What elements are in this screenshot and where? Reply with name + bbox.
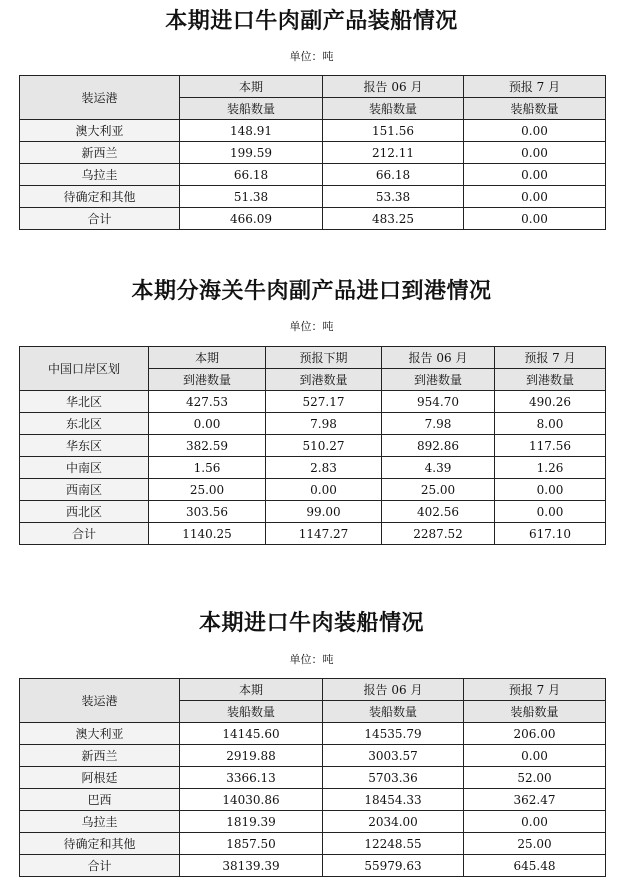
row-label: 新西兰 (20, 745, 180, 767)
cell: 0.00 (266, 479, 382, 501)
section-3-title: 本期进口牛肉装船情况 (198, 611, 424, 636)
cell: 7.98 (266, 413, 382, 435)
sub-header: 到港数量 (382, 369, 495, 391)
cell: 362.47 (464, 789, 606, 811)
table-row (20, 479, 606, 501)
cell: 66.18 (323, 164, 464, 186)
sub-header: 装船数量 (464, 701, 606, 723)
cell: 0.00 (464, 208, 606, 230)
row-label: 乌拉圭 (20, 164, 180, 186)
cell: 382.59 (149, 435, 266, 457)
row-label: 澳大利亚 (20, 120, 180, 142)
group-header: 预报下期 (266, 347, 382, 369)
cell: 99.00 (266, 501, 382, 523)
cell: 490.26 (495, 391, 606, 413)
group-header: 预报 7 月 (495, 347, 606, 369)
cell: 4.39 (382, 457, 495, 479)
row-label: 合计 (20, 855, 180, 877)
cell: 0.00 (495, 501, 606, 523)
sub-header: 装船数量 (180, 701, 323, 723)
table-row (20, 833, 606, 855)
group-header: 报告 06 月 (382, 347, 495, 369)
cell: 151.56 (323, 120, 464, 142)
total-row (20, 855, 606, 877)
row-label: 西南区 (20, 479, 149, 501)
cell: 510.27 (266, 435, 382, 457)
section-2-title: 本期分海关牛肉副产品进口到港情况 (131, 279, 492, 304)
table-row (20, 186, 606, 208)
group-header: 预报 7 月 (464, 76, 606, 98)
row-label: 待确定和其他 (20, 833, 180, 855)
table-row (20, 811, 606, 833)
total-row (20, 208, 606, 230)
cell: 0.00 (149, 413, 266, 435)
row-label: 中南区 (20, 457, 149, 479)
cell: 0.00 (464, 811, 606, 833)
cell: 466.09 (180, 208, 323, 230)
cell: 1819.39 (180, 811, 323, 833)
cell: 892.86 (382, 435, 495, 457)
cell: 1857.50 (180, 833, 323, 855)
table-row (20, 745, 606, 767)
cell: 2287.52 (382, 523, 495, 545)
group-header: 本期 (149, 347, 266, 369)
cell: 52.00 (464, 767, 606, 789)
cell: 7.98 (382, 413, 495, 435)
sub-header: 到港数量 (149, 369, 266, 391)
cell: 25.00 (464, 833, 606, 855)
row-label: 西北区 (20, 501, 149, 523)
sub-header: 装船数量 (323, 98, 464, 120)
port-shipment-beef-table (19, 678, 606, 877)
cell: 8.00 (495, 413, 606, 435)
corner-header: 中国口岸区划 (20, 347, 149, 391)
section-2-unit: 单位：吨 (289, 320, 334, 333)
cell: 427.53 (149, 391, 266, 413)
table-row (20, 789, 606, 811)
cell: 483.25 (323, 208, 464, 230)
cell: 66.18 (180, 164, 323, 186)
total-row (20, 523, 606, 545)
row-label: 新西兰 (20, 142, 180, 164)
row-label: 合计 (20, 208, 180, 230)
cell: 14535.79 (323, 723, 464, 745)
row-label: 乌拉圭 (20, 811, 180, 833)
row-label: 澳大利亚 (20, 723, 180, 745)
sub-header: 装船数量 (323, 701, 464, 723)
cell: 18454.33 (323, 789, 464, 811)
customs-arrival-byproduct-table (19, 346, 606, 545)
cell: 55979.63 (323, 855, 464, 877)
table-row (20, 501, 606, 523)
table-row (20, 142, 606, 164)
sub-header: 装船数量 (464, 98, 606, 120)
cell: 12248.55 (323, 833, 464, 855)
row-label: 华北区 (20, 391, 149, 413)
sub-header: 到港数量 (495, 369, 606, 391)
cell: 51.38 (180, 186, 323, 208)
cell: 303.56 (149, 501, 266, 523)
group-header: 本期 (180, 679, 323, 701)
table-row (20, 391, 606, 413)
table-row (20, 767, 606, 789)
cell: 206.00 (464, 723, 606, 745)
sub-header: 装船数量 (180, 98, 323, 120)
group-header: 预报 7 月 (464, 679, 606, 701)
cell: 148.91 (180, 120, 323, 142)
group-header: 报告 06 月 (323, 76, 464, 98)
corner-header: 装运港 (20, 679, 180, 723)
cell: 5703.36 (323, 767, 464, 789)
cell: 402.56 (382, 501, 495, 523)
cell: 0.00 (464, 164, 606, 186)
row-label: 巴西 (20, 789, 180, 811)
cell: 954.70 (382, 391, 495, 413)
cell: 0.00 (464, 142, 606, 164)
cell: 1.56 (149, 457, 266, 479)
cell: 14145.60 (180, 723, 323, 745)
cell: 3003.57 (323, 745, 464, 767)
cell: 527.17 (266, 391, 382, 413)
table-row (20, 457, 606, 479)
cell: 2919.88 (180, 745, 323, 767)
cell: 199.59 (180, 142, 323, 164)
section-3-unit: 单位：吨 (289, 653, 334, 666)
cell: 25.00 (149, 479, 266, 501)
table-row (20, 120, 606, 142)
cell: 0.00 (464, 745, 606, 767)
cell: 0.00 (495, 479, 606, 501)
cell: 25.00 (382, 479, 495, 501)
section-1-title: 本期进口牛肉副产品装船情况 (165, 9, 458, 34)
cell: 53.38 (323, 186, 464, 208)
cell: 212.11 (323, 142, 464, 164)
row-label: 待确定和其他 (20, 186, 180, 208)
row-label: 东北区 (20, 413, 149, 435)
cell: 1.26 (495, 457, 606, 479)
cell: 14030.86 (180, 789, 323, 811)
row-label: 华东区 (20, 435, 149, 457)
table-row (20, 435, 606, 457)
cell: 117.56 (495, 435, 606, 457)
table-row (20, 723, 606, 745)
corner-header: 装运港 (20, 76, 180, 120)
row-label: 阿根廷 (20, 767, 180, 789)
cell: 2034.00 (323, 811, 464, 833)
cell: 2.83 (266, 457, 382, 479)
group-header: 本期 (180, 76, 323, 98)
cell: 0.00 (464, 120, 606, 142)
cell: 38139.39 (180, 855, 323, 877)
cell: 1147.27 (266, 523, 382, 545)
row-label: 合计 (20, 523, 149, 545)
group-header: 报告 06 月 (323, 679, 464, 701)
table-row (20, 413, 606, 435)
cell: 1140.25 (149, 523, 266, 545)
port-shipment-byproduct-table (19, 75, 606, 230)
table-row (20, 164, 606, 186)
cell: 645.48 (464, 855, 606, 877)
cell: 0.00 (464, 186, 606, 208)
section-1-unit: 单位：吨 (289, 50, 334, 63)
sub-header: 到港数量 (266, 369, 382, 391)
cell: 617.10 (495, 523, 606, 545)
cell: 3366.13 (180, 767, 323, 789)
